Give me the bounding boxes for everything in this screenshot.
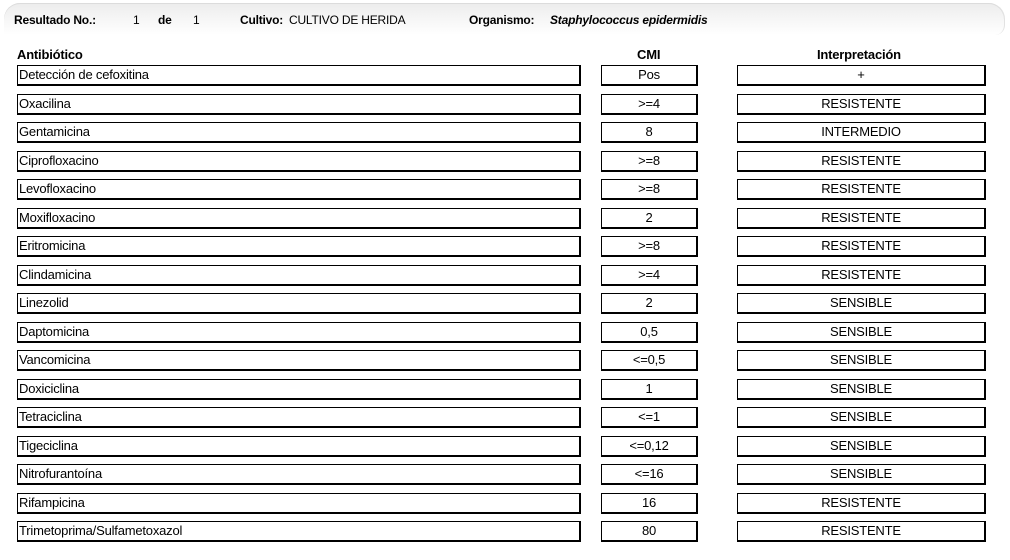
organism-label: Organismo: (469, 13, 535, 27)
interpretation-cell: RESISTENTE (737, 179, 986, 200)
antibiotic-cell: Eritromicina (17, 236, 581, 257)
interpretation-cell: RESISTENTE (737, 208, 986, 229)
interpretation-cell: SENSIBLE (737, 322, 986, 343)
table-row (0, 208, 1010, 228)
antibiotic-cell: Gentamicina (17, 122, 581, 143)
table-row (0, 350, 1010, 370)
table-row (0, 179, 1010, 199)
mic-cell: >=8 (601, 236, 698, 257)
interpretation-cell: SENSIBLE (737, 464, 986, 485)
mic-cell: <=0,12 (601, 436, 698, 457)
mic-cell: 2 (601, 293, 698, 314)
antibiotic-cell: Daptomicina (17, 322, 581, 343)
mic-cell: >=8 (601, 179, 698, 200)
table-row (0, 464, 1010, 484)
interpretation-cell: RESISTENTE (737, 151, 986, 172)
interpretation-cell: SENSIBLE (737, 407, 986, 428)
mic-cell: >=4 (601, 94, 698, 115)
result-number-value: 1 (133, 13, 140, 27)
mic-cell: <=16 (601, 464, 698, 485)
antibiotic-cell: Trimetoprima/Sulfametoxazol (17, 521, 581, 542)
mic-cell: 8 (601, 122, 698, 143)
table-row (0, 94, 1010, 114)
antibiotic-cell: Tigeciclina (17, 436, 581, 457)
column-header-mic: CMI (637, 47, 661, 62)
table-row (0, 407, 1010, 427)
antibiotic-cell: Moxifloxacino (17, 208, 581, 229)
interpretation-cell: SENSIBLE (737, 350, 986, 371)
column-header-interpretation: Interpretación (817, 47, 901, 62)
mic-cell: <=1 (601, 407, 698, 428)
interpretation-cell: RESISTENTE (737, 265, 986, 286)
result-number-label: Resultado No.: (14, 13, 96, 27)
table-row (0, 293, 1010, 313)
interpretation-cell: RESISTENTE (737, 521, 986, 542)
antibiotic-cell: Ciprofloxacino (17, 151, 581, 172)
table-row (0, 151, 1010, 171)
antibiotic-cell: Detección de cefoxitina (17, 65, 581, 86)
interpretation-cell: RESISTENTE (737, 236, 986, 257)
antibiotic-cell: Clindamicina (17, 265, 581, 286)
mic-cell: 1 (601, 379, 698, 400)
antibiotic-cell: Doxiciclina (17, 379, 581, 400)
result-of-label: de (158, 13, 172, 27)
table-row (0, 265, 1010, 285)
table-row (0, 236, 1010, 256)
antibiotic-cell: Oxacilina (17, 94, 581, 115)
mic-cell: >=4 (601, 265, 698, 286)
table-row (0, 521, 1010, 541)
table-row (0, 493, 1010, 513)
interpretation-cell: + (737, 65, 986, 86)
interpretation-cell: RESISTENTE (737, 94, 986, 115)
table-row (0, 122, 1010, 142)
mic-cell: 0,5 (601, 322, 698, 343)
culture-value: CULTIVO DE HERIDA (289, 13, 406, 27)
table-row (0, 436, 1010, 456)
mic-cell: >=8 (601, 151, 698, 172)
antibiotic-cell: Tetraciclina (17, 407, 581, 428)
mic-cell: 2 (601, 208, 698, 229)
mic-cell: 80 (601, 521, 698, 542)
interpretation-cell: SENSIBLE (737, 293, 986, 314)
interpretation-cell: SENSIBLE (737, 436, 986, 457)
column-header-antibiotic: Antibiótico (17, 47, 83, 62)
interpretation-cell: INTERMEDIO (737, 122, 986, 143)
antibiotic-cell: Levofloxacino (17, 179, 581, 200)
antibiotic-cell: Rifampicina (17, 493, 581, 514)
table-row (0, 379, 1010, 399)
antibiotic-cell: Vancomicina (17, 350, 581, 371)
result-total-value: 1 (193, 13, 200, 27)
antibiotic-cell: Linezolid (17, 293, 581, 314)
interpretation-cell: SENSIBLE (737, 379, 986, 400)
interpretation-cell: RESISTENTE (737, 493, 986, 514)
antibiotic-cell: Nitrofurantoína (17, 464, 581, 485)
organism-value: Staphylococcus epidermidis (550, 13, 708, 27)
mic-cell: <=0,5 (601, 350, 698, 371)
mic-cell: Pos (601, 65, 698, 86)
table-row (0, 322, 1010, 342)
culture-label: Cultivo: (240, 13, 284, 27)
table-row (0, 65, 1010, 85)
mic-cell: 16 (601, 493, 698, 514)
